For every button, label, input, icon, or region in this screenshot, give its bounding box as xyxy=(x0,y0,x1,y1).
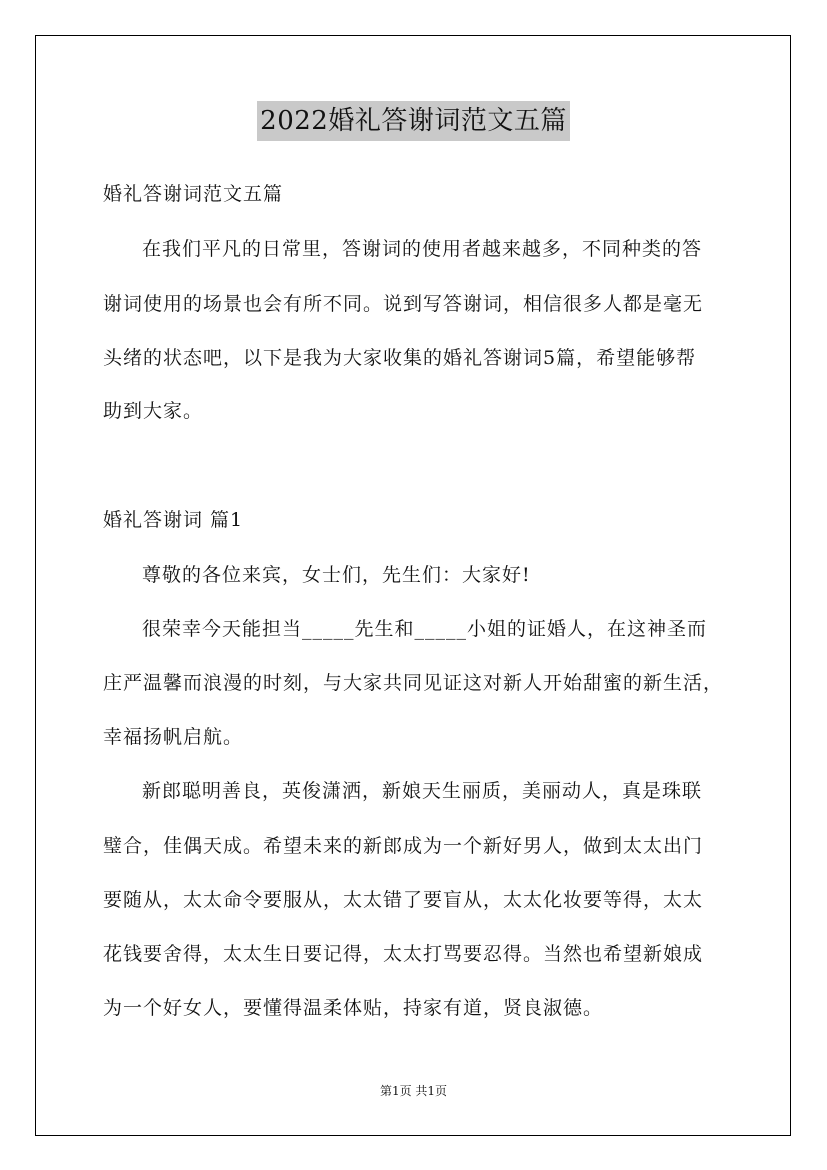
paragraph-line: 璧合，佳偶天成。希望未来的新郎成为一个新好男人，做到太太出门 xyxy=(103,835,704,857)
title-container xyxy=(0,101,827,141)
section-heading: 婚礼答谢词 篇1 xyxy=(103,509,244,531)
greeting-line: 尊敬的各位来宾，女士们，先生们：大家好! xyxy=(142,564,531,586)
intro-line: 助到大家。 xyxy=(103,400,204,422)
subtitle: 婚礼答谢词范文五篇 xyxy=(103,183,284,205)
intro-line: 谢词使用的场景也会有所不同。说到写答谢词，相信很多人都是毫无 xyxy=(103,293,704,315)
intro-line: 在我们平凡的日常里，答谢词的使用者越来越多，不同种类的答 xyxy=(142,238,703,260)
document-title: 2022婚礼答谢词范文五篇 xyxy=(257,101,570,141)
paragraph-line: 很荣幸今天能担当_____先生和_____小姐的证婚人，在这神圣而 xyxy=(142,618,708,640)
paragraph-line: 庄严温馨而浪漫的时刻，与大家共同见证这对新人开始甜蜜的新生活， xyxy=(103,672,724,694)
paragraph-line: 新郎聪明善良，英俊潇洒，新娘天生丽质，美丽动人，真是珠联 xyxy=(142,780,703,802)
paragraph-line: 花钱要舍得，太太生日要记得，太太打骂要忍得。当然也希望新娘成 xyxy=(103,943,704,965)
paragraph-line: 为一个好女人，要懂得温柔体贴，持家有道，贤良淑德。 xyxy=(103,997,604,1019)
page-footer: 第1页 共1页 xyxy=(379,1084,448,1098)
paragraph-line: 幸福扬帆启航。 xyxy=(103,726,244,748)
intro-line: 头绪的状态吧，以下是我为大家收集的婚礼答谢词5篇，希望能够帮 xyxy=(103,347,697,369)
paragraph-line: 要随从，太太命令要服从，太太错了要盲从，太太化妆要等得，太太 xyxy=(103,889,704,911)
